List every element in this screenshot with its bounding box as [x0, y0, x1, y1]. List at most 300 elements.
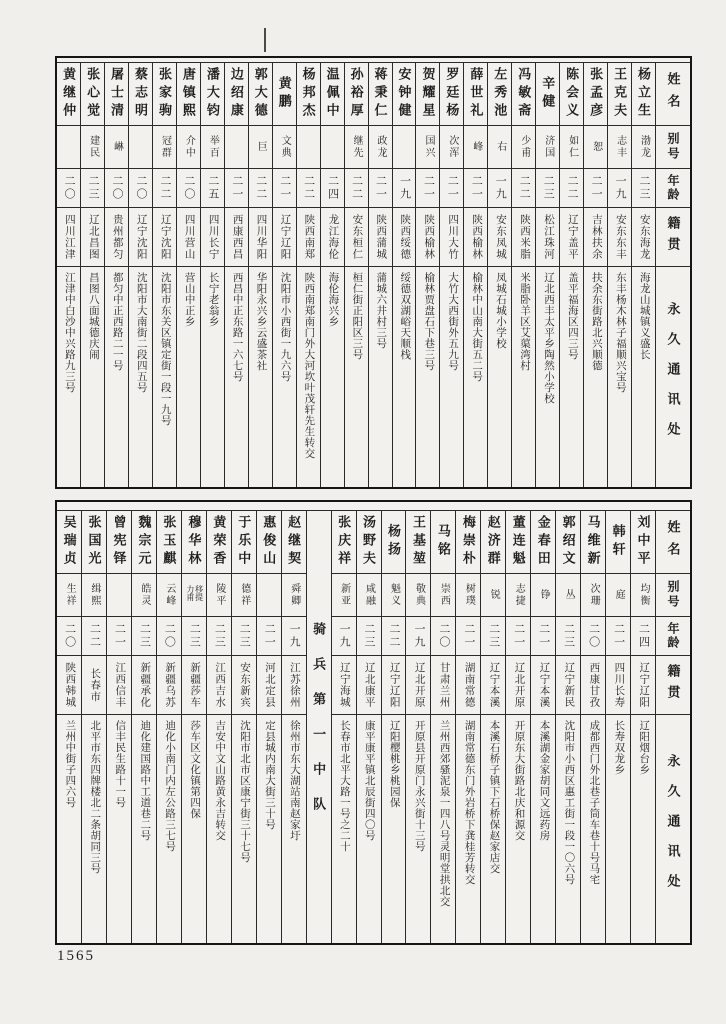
name-cell — [182, 511, 206, 574]
person-column — [511, 63, 535, 487]
address-text: 辽北西丰太平乡陶然小学校 — [542, 272, 554, 404]
name-text: 张玉麒 — [161, 515, 177, 569]
native-text: 西康西昌 — [231, 214, 243, 260]
alias-text: 咸融 — [363, 583, 375, 607]
person-column — [356, 511, 381, 943]
name-text: 王克夫 — [612, 67, 628, 121]
alias-text: 济国 — [542, 135, 554, 159]
person-column — [455, 511, 480, 943]
address-cell — [249, 267, 272, 487]
native-text: 四川大竹 — [447, 214, 459, 260]
age-text: 二三 — [638, 175, 651, 201]
alias-text: 均衡 — [638, 583, 650, 607]
name-text: 张家驹 — [156, 67, 172, 121]
name-text: 杨扬 — [385, 524, 401, 560]
native-cell — [225, 208, 248, 267]
name-text: 杨邦杰 — [300, 67, 316, 121]
person-column — [320, 63, 344, 487]
age-cell — [105, 169, 128, 208]
native-text: 新疆莎车 — [189, 662, 201, 708]
age-text: 一九 — [398, 175, 411, 201]
name-text: 韩轩 — [610, 524, 626, 560]
alias-cell — [382, 574, 406, 617]
native-cell — [464, 208, 487, 267]
native-text: 龙江海伦 — [327, 214, 339, 260]
alias-text: 魁义 — [388, 583, 400, 607]
alias-cell — [357, 574, 381, 617]
alias-cell — [536, 126, 559, 169]
header-address-cell — [656, 267, 690, 487]
header-alias-cell — [656, 574, 690, 617]
native-text: 甘肃兰州 — [438, 662, 450, 708]
native-text: 辽北昌图 — [87, 214, 99, 260]
native-cell — [345, 208, 368, 267]
name-cell — [560, 63, 583, 126]
address-cell — [406, 715, 430, 943]
name-text: 杨立生 — [636, 67, 652, 121]
alias-cell — [488, 126, 511, 169]
name-cell — [506, 511, 530, 574]
age-cell — [440, 169, 463, 208]
name-text: 潘大钧 — [204, 67, 220, 121]
age-cell — [369, 169, 392, 208]
name-cell — [82, 511, 106, 574]
native-text: 陕西韩城 — [64, 662, 76, 708]
address-cell — [81, 267, 104, 487]
name-text: 蒋秉仁 — [372, 67, 388, 121]
age-text: 二三 — [542, 175, 555, 201]
age-cell — [201, 169, 224, 208]
person-column — [430, 511, 455, 943]
alias-text: 如仁 — [566, 135, 578, 159]
address-cell — [632, 267, 655, 487]
person-column — [206, 511, 231, 943]
name-text: 马维新 — [585, 515, 601, 569]
native-text: 安东桓仁 — [351, 214, 363, 260]
name-cell — [393, 63, 416, 126]
name-cell — [584, 63, 607, 126]
name-text: 董连魁 — [510, 515, 526, 569]
age-text: 一九 — [614, 175, 627, 201]
alias-cell — [321, 126, 344, 169]
age-text: 二二 — [387, 623, 400, 649]
address-text: 扶余东街路北兴顺德 — [590, 272, 602, 371]
alias-cell — [416, 126, 439, 169]
alias-cell — [345, 126, 368, 169]
address-text: 榆林中山南大街五二号 — [471, 272, 483, 382]
native-text: 陕西南郑 — [303, 214, 315, 260]
address-cell — [225, 267, 248, 487]
age-text: 二〇 — [135, 175, 147, 201]
age-text: 二〇 — [163, 623, 176, 649]
address-cell — [105, 267, 128, 487]
native-cell — [129, 208, 152, 267]
age-cell — [282, 617, 306, 656]
person-column — [176, 63, 200, 487]
alias-cell — [512, 126, 535, 169]
alias-text: 冠群 — [159, 135, 171, 159]
age-text: 二三 — [188, 623, 201, 649]
address-text: 沈阳市小西街一九六号 — [279, 272, 291, 382]
person-column — [131, 511, 156, 943]
native-cell — [177, 208, 200, 267]
alias-cell — [225, 126, 248, 169]
address-cell — [57, 715, 81, 943]
name-cell — [464, 63, 487, 126]
name-cell — [282, 511, 306, 574]
name-text: 唐镇熙 — [180, 67, 196, 121]
name-text: 安钟健 — [396, 67, 412, 121]
alias-text: 崇西 — [438, 583, 450, 607]
native-text: 四川长寿 — [613, 662, 625, 708]
age-cell — [382, 617, 406, 656]
section-title-cell — [307, 511, 331, 943]
age-text: 二一 — [612, 623, 625, 649]
address-cell — [431, 715, 455, 943]
name-text: 吴瑞贞 — [61, 515, 77, 569]
address-cell — [560, 267, 583, 487]
name-text: 魏宗元 — [136, 515, 152, 569]
alias-cell — [249, 126, 272, 169]
age-cell — [393, 169, 416, 208]
native-text: 贵州都匀 — [111, 214, 123, 260]
alias-cell — [581, 574, 605, 617]
age-cell — [249, 169, 272, 208]
alias-text: 志丰 — [614, 135, 626, 159]
name-cell — [488, 63, 511, 126]
alias-text: 巨 — [255, 141, 267, 153]
name-cell — [57, 63, 80, 126]
age-cell — [431, 617, 455, 656]
alias-cell — [82, 574, 106, 617]
address-cell — [273, 267, 296, 487]
native-cell — [416, 208, 439, 267]
native-text: 吉林扶余 — [590, 214, 602, 260]
alias-cell — [81, 126, 104, 169]
header-name-label: 姓名 — [665, 72, 681, 116]
address-text: 定县城内南大街三十号 — [263, 720, 275, 830]
native-text: 新疆乌苏 — [164, 662, 176, 708]
address-cell — [382, 715, 406, 943]
alias-text: 德祥 — [238, 583, 250, 607]
native-cell — [556, 656, 580, 715]
native-text: 辽北开原 — [413, 662, 425, 708]
person-column — [392, 63, 416, 487]
person-column — [281, 511, 306, 943]
alias-cell — [57, 126, 80, 169]
address-cell — [129, 267, 152, 487]
header-age-cell — [656, 169, 690, 208]
name-cell — [608, 63, 631, 126]
name-text: 张国光 — [86, 515, 102, 569]
native-text: 辽北开原 — [513, 662, 525, 708]
age-text: 二〇 — [111, 175, 124, 201]
person-column — [415, 63, 439, 487]
age-cell — [406, 617, 430, 656]
age-cell — [57, 169, 80, 208]
roster-table-bottom — [55, 500, 692, 945]
age-text: 二二 — [566, 175, 579, 201]
address-text: 吉安中文山路黄永吉转交 — [214, 720, 226, 841]
columns-row — [57, 511, 690, 943]
name-cell — [345, 63, 368, 126]
name-text: 黄继仲 — [61, 67, 77, 121]
native-cell — [632, 208, 655, 267]
age-text: 二三 — [213, 623, 226, 649]
alias-cell — [631, 574, 655, 617]
native-text: 松江珠河 — [542, 214, 554, 260]
native-text: 四川华阳 — [255, 214, 267, 260]
address-text: 桓仁街正阳区三号 — [351, 272, 363, 360]
person-column — [555, 511, 580, 943]
age-text: 一九 — [338, 623, 351, 649]
person-column — [80, 63, 104, 487]
age-text: 二三 — [138, 623, 151, 649]
age-text: 二〇 — [182, 175, 195, 201]
alias-text: 锐 — [488, 589, 500, 601]
alias-cell — [332, 574, 356, 617]
name-cell — [531, 511, 555, 574]
alias-cell — [232, 574, 256, 617]
age-cell — [321, 169, 344, 208]
native-text: 河北定县 — [263, 662, 275, 708]
age-text: 二一 — [537, 623, 550, 649]
name-cell — [132, 511, 156, 574]
native-text: 江苏徐州 — [288, 662, 300, 708]
native-cell — [282, 656, 306, 715]
native-text: 辽宁沈阳 — [159, 214, 171, 260]
alias-text: 陵平 — [213, 583, 225, 607]
address-cell — [416, 267, 439, 487]
native-cell — [512, 208, 535, 267]
name-cell — [201, 63, 224, 126]
native-text: 辽宁辽阳 — [279, 214, 291, 260]
age-cell — [177, 169, 200, 208]
alias-cell — [297, 126, 320, 169]
name-cell — [556, 511, 580, 574]
age-cell — [464, 169, 487, 208]
name-text: 辛健 — [540, 76, 556, 112]
address-text: 迪化建国路中工道巷二号 — [139, 720, 151, 841]
address-text: 海伦海兴乡 — [327, 272, 339, 327]
age-cell — [132, 617, 156, 656]
header-address-cell — [656, 715, 690, 943]
person-column — [580, 511, 605, 943]
address-text: 东丰杨木林子福顺兴宝号 — [614, 272, 626, 393]
alias-cell — [369, 126, 392, 169]
address-text: 江津中白沙中兴路九三号 — [63, 272, 75, 393]
alias-cell — [584, 126, 607, 169]
alias-text: 志捷 — [513, 583, 525, 607]
name-cell — [129, 63, 152, 126]
alias-cell — [201, 126, 224, 169]
name-cell — [512, 63, 535, 126]
age-text: 二一 — [374, 175, 387, 201]
name-text: 张孟彦 — [588, 67, 604, 121]
native-cell — [382, 656, 406, 715]
age-cell — [416, 169, 439, 208]
address-text: 本溪石桥子镇下石桥保赵家店交 — [488, 720, 500, 874]
person-column — [535, 63, 559, 487]
address-cell — [177, 267, 200, 487]
native-cell — [488, 208, 511, 267]
alias-cell — [556, 574, 580, 617]
alias-text: 舜卿 — [288, 583, 300, 607]
person-column — [463, 63, 487, 487]
person-column — [296, 63, 320, 487]
alias-text: 恕 — [590, 141, 602, 153]
name-text: 曾宪铎 — [111, 515, 127, 569]
header-native-label: 籍贯 — [665, 664, 681, 706]
address-text: 迪化小南门内左公路三七号 — [164, 720, 176, 852]
address-text: 海龙山城镇义盛长 — [638, 272, 650, 360]
name-text: 黄鹏 — [276, 76, 292, 112]
name-cell — [257, 511, 281, 574]
alias-cell — [506, 574, 530, 617]
name-text: 贺耀星 — [420, 67, 436, 121]
age-text: 二一 — [470, 175, 483, 201]
address-cell — [631, 715, 655, 943]
address-text: 辽阳樱桃乡桃园保 — [388, 720, 400, 808]
age-text: 二四 — [326, 175, 339, 201]
age-text: 二一 — [230, 175, 243, 201]
alias-cell — [107, 574, 131, 617]
person-column — [331, 511, 356, 943]
header-address-label: 永久通讯处 — [665, 302, 681, 452]
alias-text: 少甫 — [518, 135, 530, 159]
address-text: 米脂卧羊区艾蕖湾村 — [519, 272, 530, 371]
alias-text: 右 — [494, 141, 506, 153]
header-name-cell — [656, 511, 690, 574]
native-cell — [608, 208, 631, 267]
native-cell — [456, 656, 480, 715]
person-column — [272, 63, 296, 487]
age-cell — [207, 617, 231, 656]
person-column — [248, 63, 272, 487]
name-text: 郭绍文 — [560, 515, 576, 569]
alias-cell — [606, 574, 630, 617]
header-name-label: 姓名 — [665, 520, 681, 564]
address-cell — [581, 715, 605, 943]
alias-text: 生祥 — [64, 583, 76, 607]
name-text: 边绍康 — [228, 67, 244, 121]
age-text: 二〇 — [63, 175, 76, 201]
person-column — [200, 63, 224, 487]
native-cell — [531, 656, 555, 715]
age-cell — [182, 617, 206, 656]
person-column — [405, 511, 430, 943]
address-cell — [107, 715, 131, 943]
native-cell — [321, 208, 344, 267]
name-cell — [177, 63, 200, 126]
address-cell — [297, 267, 320, 487]
address-cell — [464, 267, 487, 487]
native-text: 辽宁新民 — [563, 662, 575, 708]
native-cell — [506, 656, 530, 715]
native-cell — [560, 208, 583, 267]
name-text: 赵继契 — [286, 515, 302, 569]
alias-cell — [157, 574, 181, 617]
address-text: 绥德双湖峪天顺栈 — [399, 272, 411, 360]
address-text: 华阳永兴乡云盛茶社 — [255, 272, 267, 371]
native-cell — [357, 656, 381, 715]
address-cell — [531, 715, 555, 943]
age-cell — [581, 617, 605, 656]
native-cell — [581, 656, 605, 715]
age-cell — [357, 617, 381, 656]
person-column — [559, 63, 583, 487]
native-cell — [232, 656, 256, 715]
alias-text: 峰 — [470, 141, 482, 153]
age-text: 二一 — [263, 623, 276, 649]
native-text: 陕西榆林 — [471, 214, 483, 260]
name-text: 刘中平 — [635, 515, 651, 569]
native-cell — [82, 656, 106, 715]
alias-text: 移提力甫 — [185, 585, 204, 601]
age-cell — [297, 169, 320, 208]
person-column — [231, 511, 256, 943]
alias-cell — [393, 126, 416, 169]
name-cell — [431, 511, 455, 574]
address-cell — [456, 715, 480, 943]
native-text: 安东凤城 — [495, 214, 507, 260]
name-cell — [225, 63, 248, 126]
native-text: 辽宁海城 — [338, 662, 350, 708]
person-column — [344, 63, 368, 487]
native-cell — [105, 208, 128, 267]
name-text: 梅崇朴 — [460, 515, 476, 569]
native-cell — [201, 208, 224, 267]
age-cell — [536, 169, 559, 208]
native-cell — [481, 656, 505, 715]
age-text: 一九 — [288, 623, 301, 649]
native-text: 辽宁本溪 — [488, 662, 500, 708]
age-cell — [81, 169, 104, 208]
native-text: 辽宁盖平 — [566, 214, 578, 260]
address-cell — [584, 267, 607, 487]
person-column — [583, 63, 607, 487]
person-column — [57, 63, 80, 487]
fold-mark-line — [264, 28, 266, 52]
age-cell — [481, 617, 505, 656]
native-cell — [431, 656, 455, 715]
name-text: 蔡志明 — [133, 67, 148, 121]
person-column — [256, 511, 281, 943]
age-cell — [560, 169, 583, 208]
top-strip — [57, 502, 690, 511]
alias-cell — [182, 574, 206, 617]
age-cell — [608, 169, 631, 208]
age-text: 二一 — [422, 175, 435, 201]
person-column — [368, 63, 392, 487]
native-cell — [393, 208, 416, 267]
native-cell — [132, 656, 156, 715]
person-column — [530, 511, 555, 943]
address-text: 盖平福海区四三号 — [566, 272, 578, 360]
alias-text: 次浑 — [446, 135, 458, 159]
age-text: 二二 — [302, 175, 315, 201]
name-text: 温佩中 — [324, 67, 340, 121]
address-text: 湖南常德东门外岩桥下龚桂芳转交 — [463, 720, 475, 885]
name-cell — [232, 511, 256, 574]
person-column — [631, 63, 655, 487]
native-text: 安东海龙 — [638, 214, 650, 260]
age-text: 二二 — [518, 175, 531, 201]
address-text: 长寿双龙乡 — [613, 720, 625, 775]
name-cell — [321, 63, 344, 126]
age-text: 二二 — [350, 175, 363, 201]
address-cell — [357, 715, 381, 943]
